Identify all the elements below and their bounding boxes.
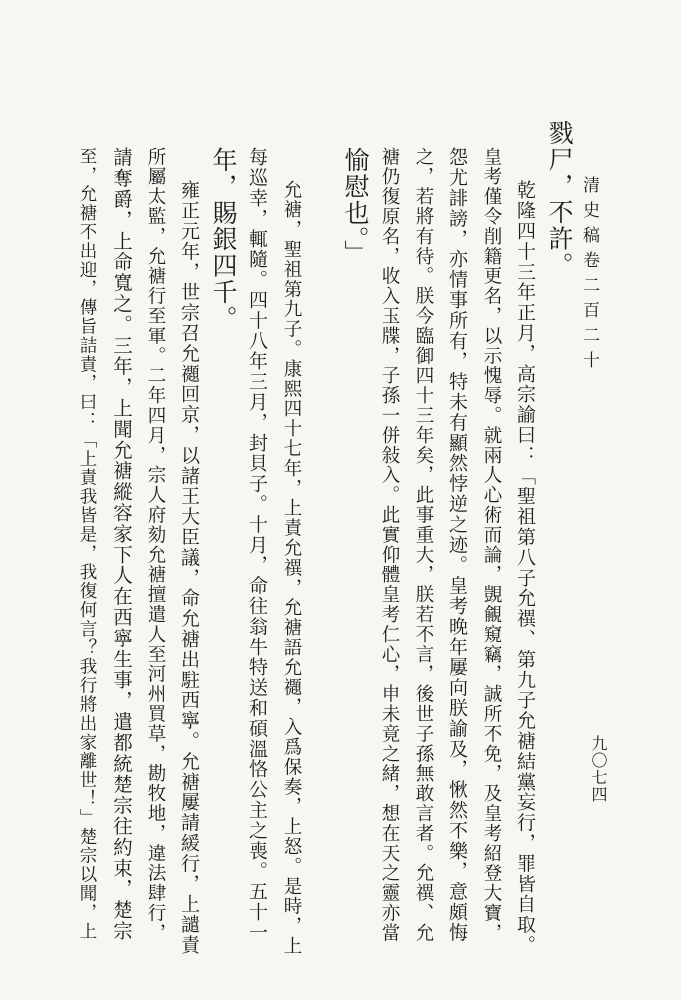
text-column: 愉慰也。」 <box>341 147 370 267</box>
text-column: 皇考僅令削籍更名，以示愧辱。就兩人心術而論，覬覦窺竊，誠所不免，及皇考紹登大寶， <box>481 147 502 943</box>
text-column: 年，賜銀四千。 <box>209 147 238 332</box>
text-column: 每巡幸，輒隨。四十八年三月，封貝子。十月，命往翁牛特送和碩溫恪公主之喪。五十一 <box>246 147 268 943</box>
text-column: 之，若將有待。朕今臨御四十三年矣，此事重大，朕若不言，後世子孫無敢言者。允禩、允 <box>413 147 434 943</box>
text-column: 雍正元年，世宗召允禵回京，以諸王大臣議，命允禟出駐西寧。允禟屢請緩行，上譴責 <box>178 180 200 956</box>
text-column: 禟仍復原名，收入玉牒，子孫一併敍入。此實仰體皇考仁心，申未竟之緒，想在天之靈亦當 <box>379 147 400 943</box>
text-column: 至，允禟不出迎，傳旨詰責，曰：「上責我皆是，我復何言？我行將出家離世！」楚宗以聞，上 <box>77 147 97 941</box>
text-column: 怨尤誹謗，亦情事所有，特未有顯然悖逆之迹。皇考晚年屢向朕諭及，愀然不樂，意頗悔 <box>446 147 468 943</box>
page-number: 九〇七四 <box>589 735 608 803</box>
text-column: 戮尸，不許。 <box>545 120 574 279</box>
text-column: 允禟，聖祖第九子。康熙四十七年，上責允禩，允禟語允禵，入爲保奏，上怒。是時，上 <box>281 180 302 957</box>
running-header: 清史稿卷二百二十 <box>579 176 599 376</box>
text-column: 所屬太監，允禟行至軍。二年四月，宗人府劾允禟擅遣人至河州買草，勘牧地，違法肆行， <box>145 147 166 943</box>
text-column: 請奪爵，上命寬之。三年，上聞允禟縱容家下人在西寧生事，遣都統楚宗往約束，楚宗 <box>110 147 133 942</box>
text-column: 乾隆四十三年正月，高宗諭曰：「聖祖第八子允禩、第九子允禟結黨妄行，罪皆自取。 <box>514 180 536 956</box>
